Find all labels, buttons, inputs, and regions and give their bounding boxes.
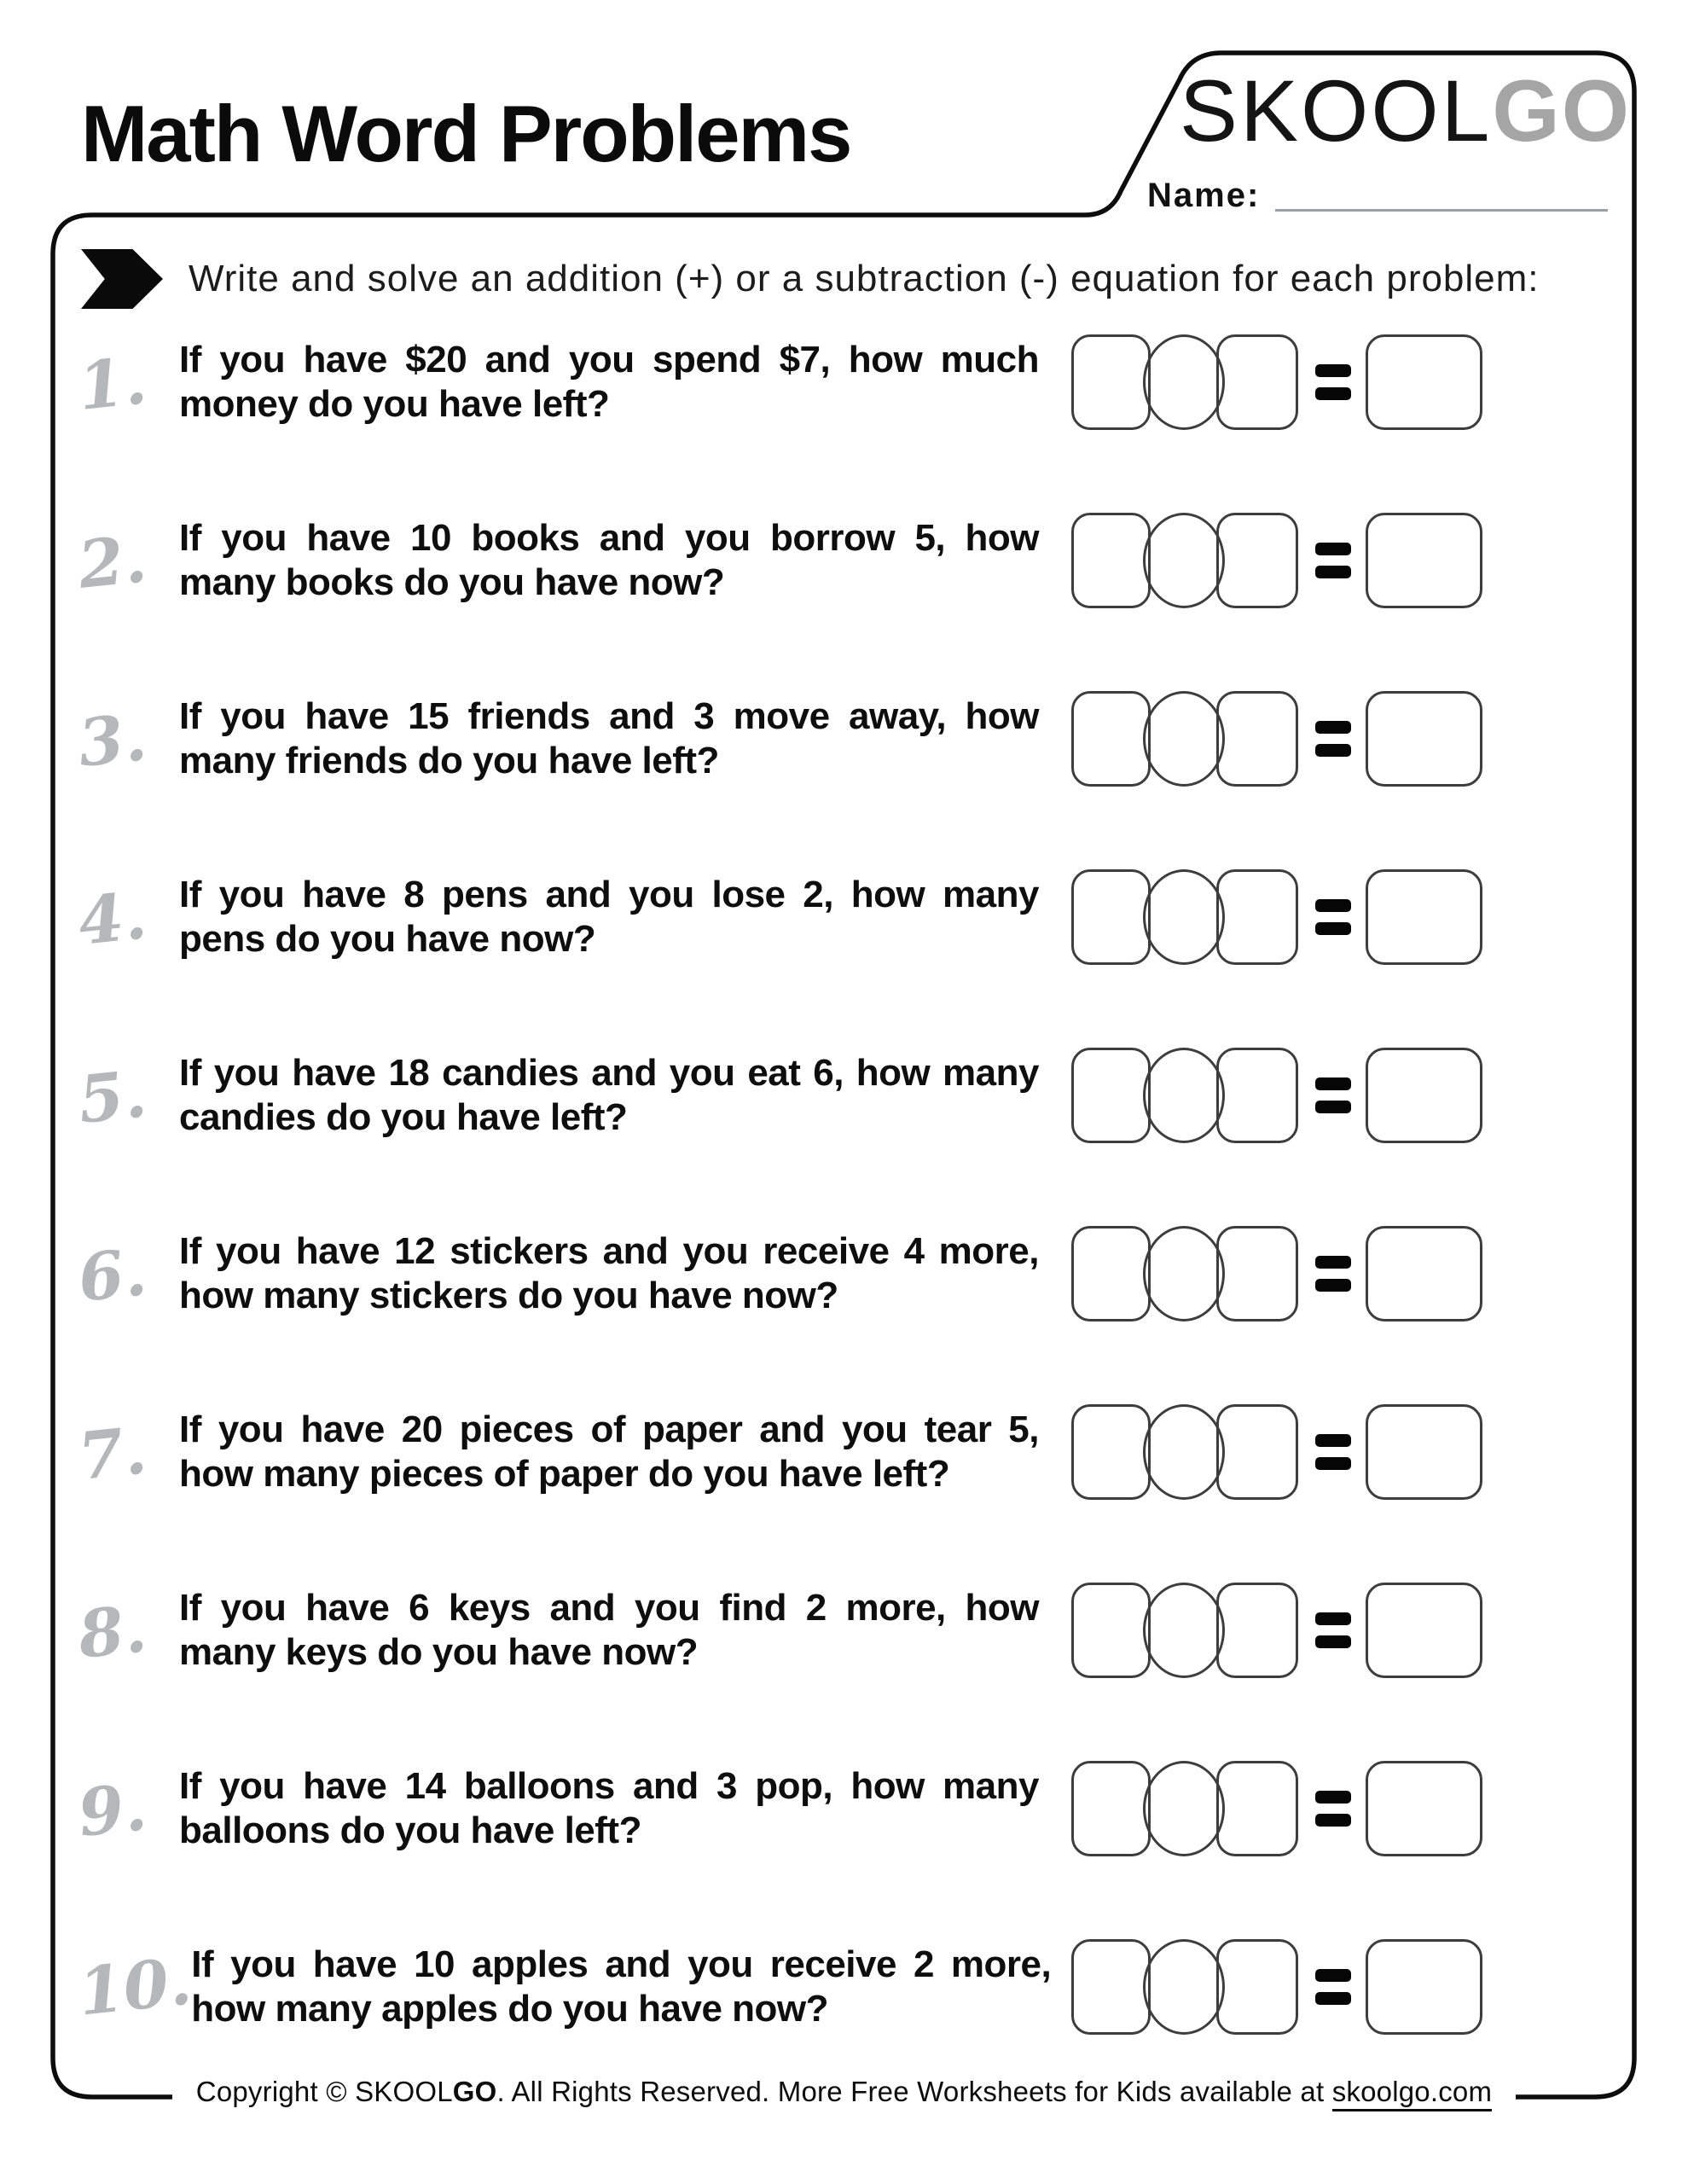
name-row bbox=[1147, 167, 1621, 215]
footer bbox=[0, 2076, 1688, 2108]
equation-answer-area bbox=[1071, 1761, 1482, 1856]
problem-row bbox=[74, 1404, 1482, 1500]
result-box[interactable] bbox=[1366, 1583, 1482, 1678]
equals-sign bbox=[1314, 1761, 1352, 1856]
problem-number: 8. bbox=[74, 1590, 150, 1673]
arrow-icon bbox=[81, 249, 163, 309]
operand-box-1[interactable] bbox=[1071, 513, 1151, 608]
operator-circle[interactable] bbox=[1143, 513, 1225, 608]
problem-text: If you have 10 books and you borrow 5, how many books do you have now? bbox=[179, 517, 1039, 603]
operator-circle[interactable] bbox=[1143, 1939, 1225, 2035]
equals-sign bbox=[1314, 1048, 1352, 1143]
footer-link-skoolgo[interactable]: skoolgo.com bbox=[1332, 2076, 1492, 2111]
result-box[interactable] bbox=[1366, 1048, 1482, 1143]
result-box[interactable] bbox=[1366, 1404, 1482, 1500]
operand-box-1[interactable] bbox=[1071, 691, 1151, 787]
footer-text bbox=[172, 2076, 1516, 2108]
equation-answer-area bbox=[1071, 1583, 1482, 1678]
result-box[interactable] bbox=[1366, 334, 1482, 430]
logo-text-skool: SKOOL bbox=[1179, 61, 1493, 160]
problem-text: If you have 6 keys and you find 2 more, how many keys do you have now? bbox=[179, 1587, 1039, 1673]
operand-box-1[interactable] bbox=[1071, 1048, 1151, 1143]
operand-box-2[interactable] bbox=[1216, 1583, 1298, 1678]
instruction-text: Write and solve an addition (+) or a subtraction (-) equation for each problem: bbox=[189, 258, 1540, 299]
equation-answer-area bbox=[1071, 1226, 1482, 1321]
equation-answer-area bbox=[1071, 1404, 1482, 1500]
name-write-line[interactable] bbox=[1275, 209, 1608, 212]
problem-row bbox=[74, 1048, 1482, 1143]
problem-number: 7. bbox=[74, 1412, 150, 1495]
operand-box-1[interactable] bbox=[1071, 1583, 1151, 1678]
equals-sign bbox=[1314, 1583, 1352, 1678]
result-box[interactable] bbox=[1366, 1939, 1482, 2035]
equals-sign bbox=[1314, 1404, 1352, 1500]
problem-row bbox=[74, 869, 1482, 965]
operator-circle[interactable] bbox=[1143, 869, 1225, 965]
operand-box-2[interactable] bbox=[1216, 513, 1298, 608]
equation-answer-area bbox=[1071, 513, 1482, 608]
instruction-row bbox=[81, 249, 1616, 309]
problem-number: 6. bbox=[74, 1234, 150, 1316]
operand-box-1[interactable] bbox=[1071, 1226, 1151, 1321]
operand-box-1[interactable] bbox=[1071, 334, 1151, 430]
skoolgo-logo bbox=[1179, 60, 1632, 162]
problem-number: 2. bbox=[74, 520, 150, 603]
operand-box-1[interactable] bbox=[1071, 1404, 1151, 1500]
operand-box-2[interactable] bbox=[1216, 1404, 1298, 1500]
operand-box-2[interactable] bbox=[1216, 869, 1298, 965]
operator-circle[interactable] bbox=[1143, 1048, 1225, 1143]
equals-sign bbox=[1314, 869, 1352, 965]
equals-sign bbox=[1314, 334, 1352, 430]
name-label: Name: bbox=[1147, 177, 1261, 214]
operand-box-2[interactable] bbox=[1216, 1226, 1298, 1321]
problem-text: If you have 8 pens and you lose 2, how many pens do you have now? bbox=[179, 874, 1039, 960]
footer-copyright-pre: Copyright © SKOOL bbox=[195, 2076, 453, 2107]
problem-text: If you have 14 balloons and 3 pop, how many balloons do you have left? bbox=[179, 1765, 1039, 1851]
operand-box-2[interactable] bbox=[1216, 1048, 1298, 1143]
problem-number: 4. bbox=[74, 877, 150, 960]
operand-box-2[interactable] bbox=[1216, 1761, 1298, 1856]
page-title: Math Word Problems bbox=[81, 88, 851, 178]
operator-circle[interactable] bbox=[1143, 1404, 1225, 1500]
operator-circle[interactable] bbox=[1143, 1583, 1225, 1678]
operator-circle[interactable] bbox=[1143, 1761, 1225, 1856]
operand-box-2[interactable] bbox=[1216, 691, 1298, 787]
problems-list bbox=[74, 334, 1482, 2035]
problem-row bbox=[74, 1761, 1482, 1856]
problem-row bbox=[74, 1226, 1482, 1321]
problem-row bbox=[74, 691, 1482, 787]
equals-sign bbox=[1314, 513, 1352, 608]
problem-text: If you have $20 and you spend $7, how much money do you have left? bbox=[179, 339, 1039, 425]
problem-row bbox=[74, 1939, 1482, 2035]
operand-box-2[interactable] bbox=[1216, 1939, 1298, 2035]
problem-row bbox=[74, 513, 1482, 608]
equation-answer-area bbox=[1071, 334, 1482, 430]
footer-copyright-mid: . All Rights Reserved. More Free Worksheets for Kids available at bbox=[496, 2076, 1332, 2107]
result-box[interactable] bbox=[1366, 869, 1482, 965]
operator-circle[interactable] bbox=[1143, 1226, 1225, 1321]
operand-box-2[interactable] bbox=[1216, 334, 1298, 430]
result-box[interactable] bbox=[1366, 513, 1482, 608]
equals-sign bbox=[1314, 691, 1352, 787]
logo-text-go: GO bbox=[1492, 61, 1632, 160]
result-box[interactable] bbox=[1366, 1226, 1482, 1321]
problem-text: If you have 18 candies and you eat 6, how many candies do you have left? bbox=[179, 1052, 1039, 1138]
problem-text: If you have 12 stickers and you receive 4 more, how many stickers do you have now? bbox=[179, 1230, 1039, 1316]
operand-box-1[interactable] bbox=[1071, 1761, 1151, 1856]
problem-row bbox=[74, 1583, 1482, 1678]
problem-number: 1. bbox=[74, 342, 150, 425]
problem-number: 5. bbox=[74, 1055, 150, 1138]
problem-text: If you have 15 friends and 3 move away, how many friends do you have left? bbox=[179, 695, 1039, 781]
problem-number: 9. bbox=[74, 1769, 150, 1851]
equals-sign bbox=[1314, 1226, 1352, 1321]
result-box[interactable] bbox=[1366, 691, 1482, 787]
operand-box-1[interactable] bbox=[1071, 1939, 1151, 2035]
problem-row bbox=[74, 334, 1482, 430]
problem-text: If you have 20 pieces of paper and you tear 5, how many pieces of paper do you have left? bbox=[179, 1409, 1039, 1495]
equals-sign bbox=[1314, 1939, 1352, 2035]
operator-circle[interactable] bbox=[1143, 334, 1225, 430]
operator-circle[interactable] bbox=[1143, 691, 1225, 787]
equation-answer-area bbox=[1071, 869, 1482, 965]
equation-answer-area bbox=[1071, 1939, 1482, 2035]
problem-text: If you have 10 apples and you receive 2 more, how many apples do you have now? bbox=[191, 1943, 1052, 2030]
equation-answer-area bbox=[1071, 1048, 1482, 1143]
problem-number: 3. bbox=[74, 699, 150, 781]
equation-answer-area bbox=[1071, 691, 1482, 787]
problem-number: 10. bbox=[74, 1943, 195, 2030]
footer-copyright-go: GO bbox=[452, 2076, 497, 2107]
operand-box-1[interactable] bbox=[1071, 869, 1151, 965]
result-box[interactable] bbox=[1366, 1761, 1482, 1856]
